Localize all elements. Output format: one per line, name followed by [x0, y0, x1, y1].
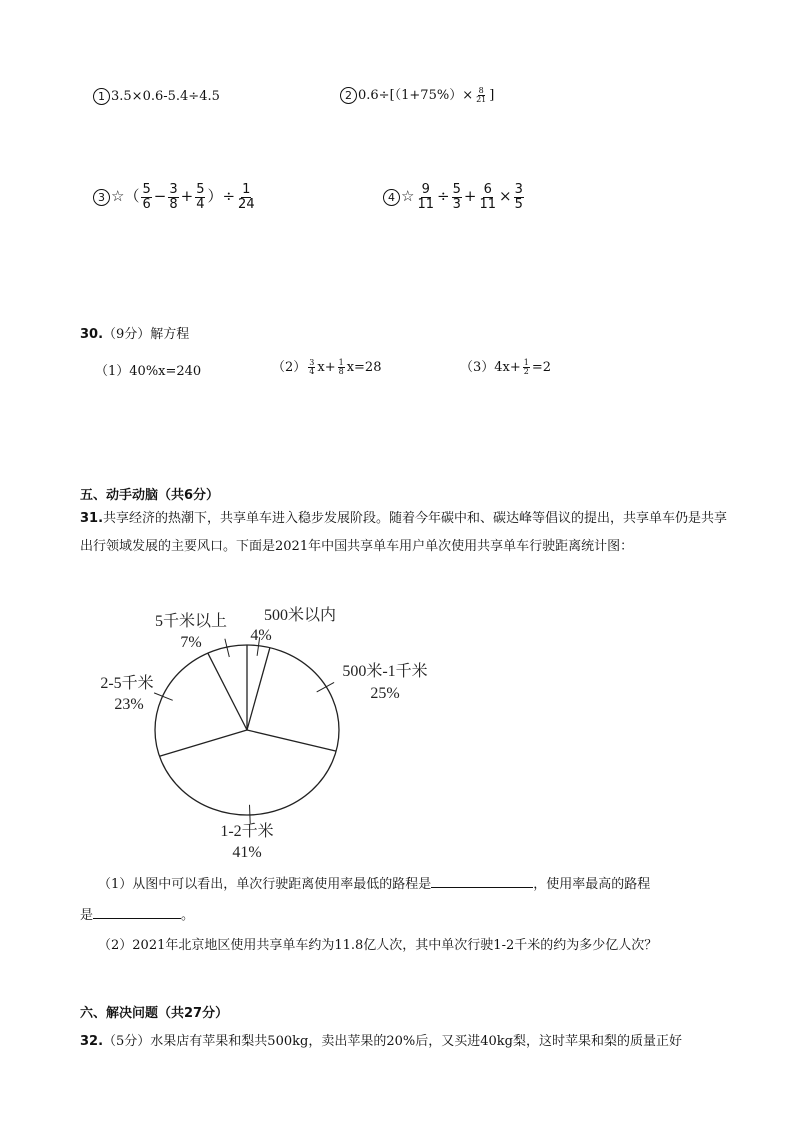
pie-slice-boundary — [247, 730, 336, 751]
problem-29-3: 3 ☆（ $\frac{5}{6}$ − $\frac{3}{8}$ + $\frac{5}{4}$ ）÷ $\frac{1}{24}$ — [93, 183, 258, 211]
fraction: $\frac{8}{21}$ — [476, 85, 487, 104]
pie-slice-leader — [317, 682, 334, 692]
question-31-text: 31.共享经济的热潮下，共享单车进入稳步发展阶段。随着今年碳中和、碳达峰等倡议的提出，共享单车仍是共享出行领域发展的主要风口。下面是2021年中国共享单车用户单次使用共享单车行驶距离统计图： — [80, 511, 728, 554]
pie-slice-category-label: 5千米以上 — [154, 613, 228, 630]
question-32-text: 32.（5分）水果店有苹果和梨共500kg，卖出苹果的20%后，又买进40kg梨，这时苹果和梨的质量正好 — [80, 1034, 682, 1049]
fraction: $\frac{5}{4}$ — [196, 182, 205, 212]
fraction: $\frac{3}{4}$ — [309, 357, 315, 376]
problem-29-4: 4 ☆ $\frac{9}{11}$ ÷ $\frac{5}{3}$ + $\frac{6}{11}$ × $\frac{3}{5}$ — [383, 183, 526, 211]
circled-number: 1 — [93, 88, 110, 105]
pie-slice-category-label: 2-5千米 — [100, 675, 154, 692]
pie-slice-percent-label: 41% — [232, 844, 262, 860]
pie-slice-percent-label: 7% — [180, 634, 202, 651]
section-5-heading: 五、动手动脑（共6分） — [80, 488, 220, 503]
answer-blank-highest[interactable] — [93, 918, 181, 919]
answer-blank-lowest[interactable] — [431, 887, 533, 888]
circled-number: 3 — [93, 189, 110, 206]
question-31-sub1-line1: （1）从图中可以看出，单次行驶距离使用率最低的路程是 ，使用率最高的路程 — [98, 877, 651, 892]
pie-slice-category-label: 1-2千米 — [220, 823, 274, 840]
fraction: $\frac{1}{24}$ — [238, 182, 255, 212]
pie-slice-boundary — [208, 653, 247, 730]
fraction: $\frac{9}{11}$ — [417, 182, 434, 212]
fraction: $\frac{6}{11}$ — [479, 182, 496, 212]
fraction: $\frac{1}{8}$ — [338, 357, 344, 376]
question-31-sub1-line2: 是 。 — [80, 908, 195, 923]
pie-slice-category-label: 500米-1千米 — [342, 663, 428, 680]
fraction: $\frac{3}{8}$ — [169, 182, 178, 212]
pie-slice-percent-label: 25% — [370, 685, 400, 702]
circled-number: 4 — [383, 189, 400, 206]
pie-slice-percent-label: 23% — [114, 696, 144, 713]
expression: 3.5×0.6-5.4÷4.5 — [111, 89, 220, 104]
expression: 0.6÷[（1+75%）× — [358, 88, 474, 103]
fraction: $\frac{5}{6}$ — [142, 182, 151, 212]
fraction: $\frac{1}{2}$ — [523, 357, 529, 376]
pie-slice-leader — [250, 805, 251, 824]
pie-chart — [85, 600, 465, 860]
pie-slice-percent-label: 4% — [250, 627, 272, 644]
question-31-sub2: （2）2021年北京地区使用共享单车约为11.8亿人次，其中单次行驶1-2千米的约为多少亿人次？ — [98, 938, 658, 953]
equation-3: （3）4x+ $\frac{1}{2}$ =2 — [460, 357, 552, 376]
star-icon: ☆ — [111, 187, 125, 206]
pie-slice-boundary — [160, 730, 248, 756]
pie-slice-boundary — [247, 648, 270, 730]
fraction: $\frac{5}{3}$ — [452, 182, 461, 212]
equation-1: （1）40%x=240 — [95, 364, 202, 379]
question-30-heading: 30.（9分）解方程 — [80, 327, 190, 342]
star-icon: ☆ — [401, 187, 415, 206]
fraction: $\frac{3}{5}$ — [514, 182, 523, 212]
equation-2: （2） $\frac{3}{4}$ x+ $\frac{1}{8}$ x=28 — [272, 357, 382, 376]
circled-number: 2 — [340, 87, 357, 104]
problem-29-1 — [93, 88, 220, 105]
problem-29-2: 2 0.6÷[（1+75%）× $\frac{8}{21}$ ] — [340, 84, 494, 104]
section-6-heading: 六、解决问题（共27分） — [80, 1006, 229, 1021]
pie-slice-category-label: 500米以内 — [263, 607, 337, 624]
